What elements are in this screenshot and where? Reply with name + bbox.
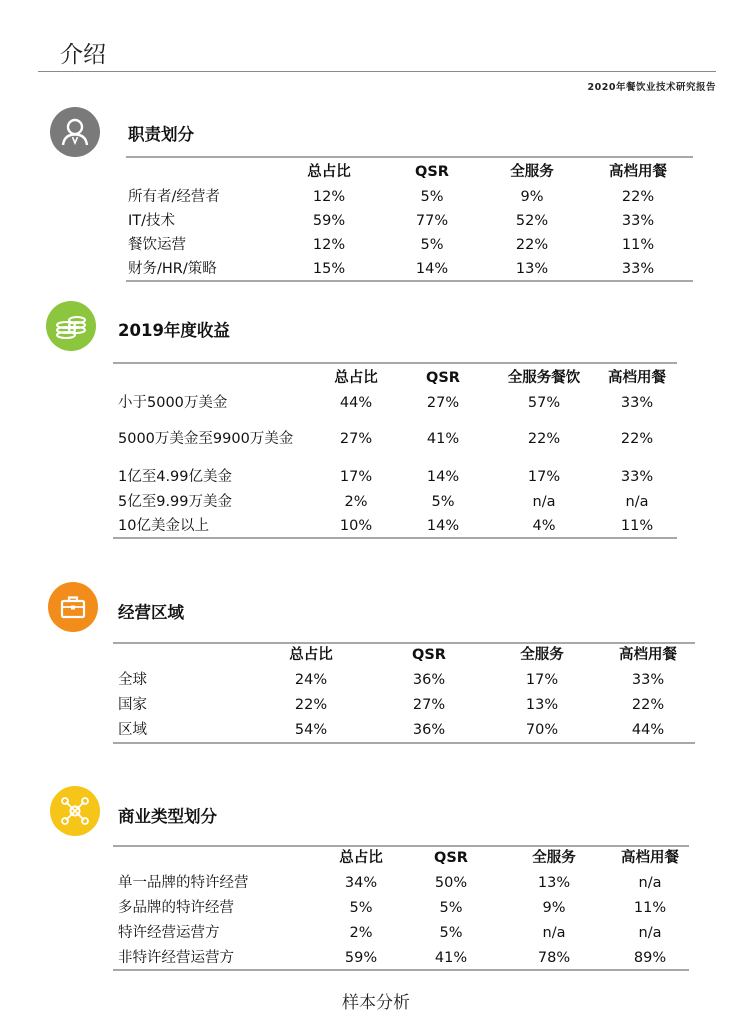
column-header: QSR <box>412 647 446 663</box>
table-cell: 27% <box>412 697 446 713</box>
table-cell: 22% <box>631 697 665 713</box>
table-cell: 44% <box>631 722 665 738</box>
section-heading-roles: 职责划分 <box>128 125 194 144</box>
table-cell: 33% <box>621 213 655 229</box>
table-cell: 15% <box>312 261 346 277</box>
section-heading-business-type: 商业类型划分 <box>118 807 217 826</box>
table-cell: n/a <box>625 494 649 510</box>
row-label: 特许经营运营方 <box>118 925 220 941</box>
table-cell: 22% <box>620 431 654 447</box>
revenue-table <box>113 362 677 540</box>
table-cell: 9% <box>520 189 544 205</box>
table-cell: 5% <box>431 494 455 510</box>
table-cell: 14% <box>426 469 460 485</box>
table-cell: 4% <box>532 518 556 534</box>
table-bottom-rule <box>126 280 693 282</box>
table-top-rule <box>113 362 677 364</box>
table-cell: 52% <box>515 213 549 229</box>
briefcase-icon <box>48 582 98 632</box>
table-cell: n/a <box>532 494 556 510</box>
person-icon <box>50 107 100 157</box>
table-cell: 11% <box>620 518 654 534</box>
table-cell: 10% <box>339 518 373 534</box>
table-cell: 22% <box>294 697 328 713</box>
table-cell: 78% <box>537 950 571 966</box>
table-cell: 13% <box>537 875 571 891</box>
row-label: 财务/HR/策略 <box>128 261 217 277</box>
table-cell: 5% <box>420 189 444 205</box>
column-header: 高档用餐 <box>608 370 666 386</box>
table-cell: 11% <box>621 237 655 253</box>
table-cell: 41% <box>426 431 460 447</box>
table-cell: 44% <box>339 395 373 411</box>
table-cell: 12% <box>312 237 346 253</box>
table-cell: 14% <box>415 261 449 277</box>
table-cell: 33% <box>620 469 654 485</box>
column-header: 全服务餐饮 <box>507 370 581 386</box>
table-cell: 5% <box>420 237 444 253</box>
table-cell: 33% <box>631 672 665 688</box>
column-header: 总占比 <box>334 370 378 386</box>
row-label: IT/技术 <box>128 213 176 229</box>
column-header: QSR <box>434 850 468 866</box>
report-name: 2020年餐饮业技术研究报告 <box>587 82 716 93</box>
table-cell: 59% <box>344 950 378 966</box>
table-cell: 27% <box>339 431 373 447</box>
section-heading-revenue: 2019年度收益 <box>118 321 230 340</box>
table-cell: 13% <box>515 261 549 277</box>
column-header: 高档用餐 <box>609 164 667 180</box>
column-header: 全服务 <box>520 647 564 663</box>
table-cell: 59% <box>312 213 346 229</box>
table-cell: 11% <box>633 900 667 916</box>
table-bottom-rule <box>113 742 695 744</box>
column-header: QSR <box>426 370 460 386</box>
table-cell: 5% <box>439 925 463 941</box>
table-cell: 33% <box>620 395 654 411</box>
table-cell: 17% <box>527 469 561 485</box>
footer-caption: 样本分析 <box>342 993 410 1013</box>
column-header: 高档用餐 <box>621 850 679 866</box>
table-cell: 22% <box>527 431 561 447</box>
table-cell: n/a <box>542 925 566 941</box>
table-cell: 27% <box>426 395 460 411</box>
table-cell: 70% <box>525 722 559 738</box>
table-cell: 36% <box>412 722 446 738</box>
row-label: 10亿美金以上 <box>118 518 209 534</box>
table-cell: 17% <box>525 672 559 688</box>
table-cell: 89% <box>633 950 667 966</box>
table-cell: 50% <box>434 875 468 891</box>
roles-table <box>126 156 693 284</box>
table-cell: 54% <box>294 722 328 738</box>
table-cell: 22% <box>515 237 549 253</box>
table-cell: 33% <box>621 261 655 277</box>
table-bottom-rule <box>113 969 689 971</box>
row-label: 非特许经营运营方 <box>118 950 234 966</box>
column-header: 高档用餐 <box>619 647 677 663</box>
table-cell: 36% <box>412 672 446 688</box>
row-label: 全球 <box>118 672 147 688</box>
table-cell: 9% <box>542 900 566 916</box>
row-label: 5000万美金至9900万美金 <box>118 431 294 447</box>
column-header: 全服务 <box>532 850 576 866</box>
coins-icon <box>46 301 96 351</box>
page-title: 介绍 <box>60 42 106 68</box>
table-cell: 57% <box>527 395 561 411</box>
row-label: 5亿至9.99万美金 <box>118 494 233 510</box>
table-cell: 41% <box>434 950 468 966</box>
row-label: 单一品牌的特许经营 <box>118 875 249 891</box>
table-cell: 14% <box>426 518 460 534</box>
table-cell: 24% <box>294 672 328 688</box>
column-header: 总占比 <box>307 164 351 180</box>
table-cell: 13% <box>525 697 559 713</box>
table-cell: 2% <box>344 494 368 510</box>
row-label: 国家 <box>118 697 147 713</box>
column-header: 总占比 <box>289 647 333 663</box>
table-cell: 22% <box>621 189 655 205</box>
table-cell: 2% <box>349 925 373 941</box>
table-cell: n/a <box>638 875 662 891</box>
table-top-rule <box>126 156 693 158</box>
table-bottom-rule <box>113 537 677 539</box>
network-icon <box>50 786 100 836</box>
row-label: 所有者/经营者 <box>128 189 220 205</box>
row-label: 多品牌的特许经营 <box>118 900 234 916</box>
row-label: 餐饮运营 <box>128 237 186 253</box>
row-label: 1亿至4.99亿美金 <box>118 469 233 485</box>
table-cell: 12% <box>312 189 346 205</box>
table-cell: 5% <box>349 900 373 916</box>
row-label: 区域 <box>118 722 147 738</box>
section-heading-region: 经营区域 <box>118 603 184 622</box>
table-top-rule <box>113 642 695 644</box>
table-cell: 17% <box>339 469 373 485</box>
row-label: 小于5000万美金 <box>118 395 228 411</box>
business-type-table <box>113 845 689 973</box>
region-table <box>113 642 695 746</box>
column-header: 总占比 <box>339 850 383 866</box>
table-cell: 5% <box>439 900 463 916</box>
table-cell: n/a <box>638 925 662 941</box>
column-header: QSR <box>415 164 449 180</box>
column-header: 全服务 <box>510 164 554 180</box>
table-cell: 77% <box>415 213 449 229</box>
table-cell: 34% <box>344 875 378 891</box>
table-top-rule <box>113 845 689 847</box>
title-divider <box>38 71 716 72</box>
